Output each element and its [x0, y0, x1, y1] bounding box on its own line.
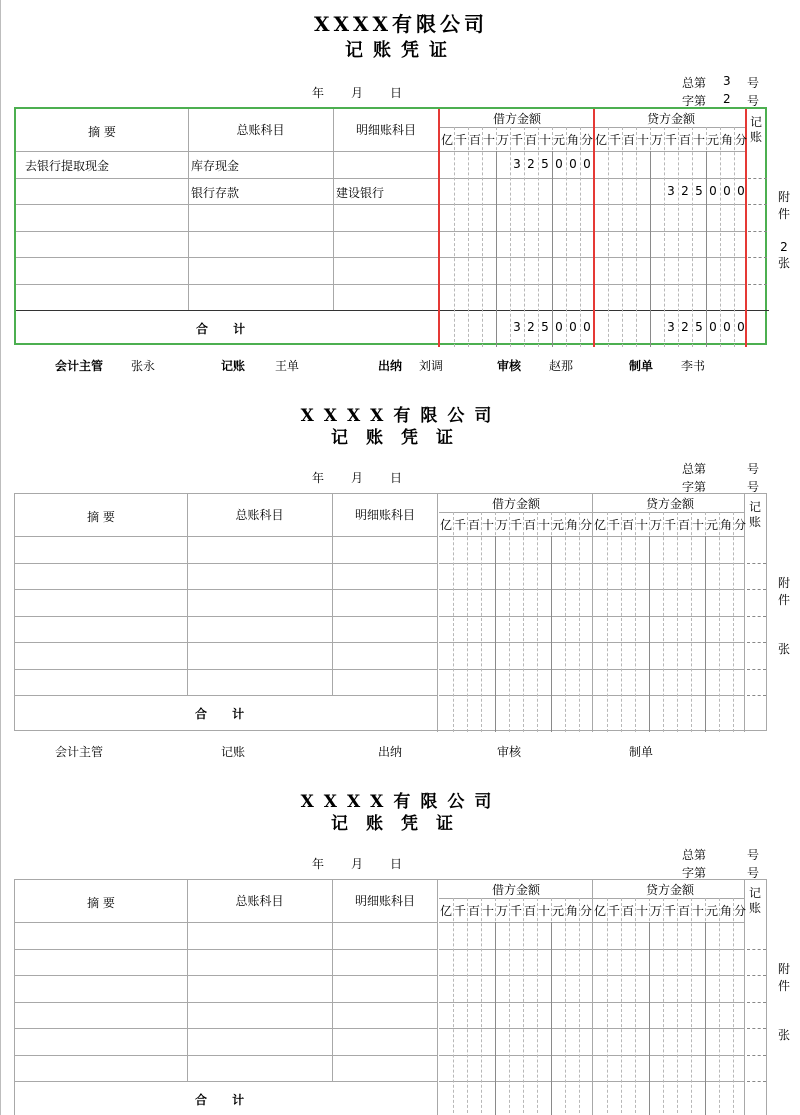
credit-unit-label: 万 — [649, 904, 662, 918]
row-divider — [748, 284, 767, 285]
debit-digit: 5 — [541, 157, 549, 171]
credit-unit-label: 千 — [607, 904, 620, 918]
attachment-unit: 张 — [777, 642, 790, 656]
column-divider — [607, 512, 608, 732]
debit-unit-label: 十 — [481, 904, 494, 918]
credit-unit-label: 百 — [677, 518, 690, 532]
column-divider — [705, 922, 706, 1115]
column-divider — [333, 109, 334, 310]
company-name: XXXX有限公司 — [313, 12, 489, 36]
debit-unit-label: 百 — [467, 904, 480, 918]
column-divider — [523, 512, 524, 732]
column-divider — [635, 512, 636, 732]
date-year-label: 年 — [312, 86, 325, 100]
credit-digit: 0 — [723, 183, 731, 198]
credit-unit-label: 元 — [706, 133, 719, 147]
column-divider — [692, 127, 693, 347]
credit-unit-label: 千 — [607, 518, 620, 532]
column-divider — [719, 898, 720, 1115]
debit-digit: 3 — [513, 157, 521, 171]
debit-unit-label: 元 — [552, 133, 565, 147]
debit-unit-label: 百 — [523, 904, 536, 918]
signature-name: 张永 — [131, 359, 156, 373]
attachment-label: 件 — [777, 979, 790, 993]
debit-unit-label: 分 — [579, 904, 592, 918]
debit-unit-label: 百 — [524, 133, 537, 147]
credit-unit-label: 分 — [733, 904, 746, 918]
debit-unit-label: 百 — [468, 133, 481, 147]
date-day-label: 日 — [390, 471, 403, 485]
debit-unit-label: 千 — [453, 518, 466, 532]
header-detail-account: 明细账科目 — [354, 894, 415, 908]
debit-unit-label: 亿 — [440, 133, 453, 147]
row-divider — [747, 975, 766, 976]
column-divider — [733, 898, 734, 1115]
voucher-title: 记账凭证 — [345, 40, 457, 61]
column-divider — [495, 922, 496, 1115]
row-divider — [747, 669, 766, 670]
column-divider — [509, 898, 510, 1115]
debit-unit-label: 亿 — [439, 518, 452, 532]
credit-digit: 0 — [737, 183, 745, 198]
row-divider — [15, 1055, 438, 1056]
credit-unit-label: 十 — [692, 133, 705, 147]
debit-digit: 2 — [527, 157, 535, 171]
debit-unit-label: 千 — [509, 904, 522, 918]
debit-unit-label: 分 — [580, 133, 593, 147]
signature-label: 制单 — [629, 745, 654, 759]
date-day-label: 日 — [390, 857, 403, 871]
attachment-label: 件 — [777, 593, 790, 607]
credit-unit-label: 亿 — [594, 133, 607, 147]
serial-char-suffix: 号 — [747, 480, 760, 494]
total-debit-digit: 0 — [583, 320, 591, 334]
signature-name: 刘调 — [419, 359, 444, 373]
column-divider — [537, 512, 538, 732]
credit-unit-label: 十 — [635, 904, 648, 918]
debit-unit-label: 角 — [565, 904, 578, 918]
debit-unit-label: 千 — [453, 904, 466, 918]
signature-label: 会计主管 — [55, 359, 104, 373]
debit-digit: 0 — [569, 157, 577, 171]
header-summary: 摘 要 — [87, 896, 115, 910]
row-divider — [15, 616, 438, 617]
credit-unit-label: 百 — [621, 904, 634, 918]
column-divider — [467, 898, 468, 1115]
row-general-account: 银行存款 — [191, 185, 240, 200]
row-divider — [748, 231, 767, 232]
debit-unit-label: 角 — [566, 133, 579, 147]
debit-unit-label: 元 — [551, 904, 564, 918]
header-detail-account: 明细账科目 — [355, 123, 416, 137]
credit-unit-label: 百 — [678, 133, 691, 147]
column-divider — [734, 127, 735, 347]
credit-unit-label: 十 — [636, 133, 649, 147]
debit-unit-label: 元 — [551, 518, 564, 532]
row-divider — [747, 563, 766, 564]
total-label: 合 计 — [195, 707, 245, 721]
row-divider — [15, 563, 438, 564]
voucher-table — [14, 493, 767, 731]
column-divider — [565, 512, 566, 732]
debit-unit-label: 百 — [523, 518, 536, 532]
attachment-label: 附 — [777, 576, 790, 590]
debit-unit-label: 十 — [537, 518, 550, 532]
signature-label: 会计主管 — [55, 745, 104, 759]
total-credit-digit: 5 — [695, 320, 703, 334]
credit-unit-label: 百 — [622, 133, 635, 147]
attachment-unit: 张 — [777, 1028, 790, 1042]
total-credit-digit: 0 — [737, 320, 745, 334]
credit-unit-label: 千 — [664, 133, 677, 147]
header-posted: 记账 — [749, 115, 762, 144]
column-divider — [495, 536, 496, 732]
row-divider — [16, 178, 439, 179]
credit-digit: 3 — [667, 183, 675, 198]
serial-char-suffix: 号 — [747, 866, 760, 880]
column-divider — [551, 536, 552, 732]
column-divider — [636, 127, 637, 347]
row-divider — [15, 1028, 438, 1029]
attachment-label: 附 — [777, 190, 790, 204]
row-divider — [15, 695, 438, 696]
column-divider — [437, 880, 438, 1115]
credit-unit-label: 千 — [663, 518, 676, 532]
debit-unit-label: 十 — [538, 133, 551, 147]
header-debit: 借方金额 — [492, 112, 541, 126]
date-month-label: 月 — [351, 857, 364, 871]
row-divider — [747, 642, 766, 643]
row-divider — [747, 695, 766, 696]
serial-total-number: 3 — [723, 74, 731, 88]
total-credit-digit: 0 — [709, 320, 717, 334]
row-divider — [16, 204, 439, 205]
column-divider — [496, 151, 497, 347]
serial-total-label: 总第 — [682, 848, 707, 862]
voucher-title: 记账凭证 — [331, 814, 471, 834]
row-divider — [16, 284, 439, 285]
column-divider — [552, 151, 553, 347]
row-divider — [16, 310, 769, 311]
column-divider — [663, 898, 664, 1115]
credit-digit: 2 — [681, 183, 689, 198]
debit-unit-label: 十 — [482, 133, 495, 147]
column-divider — [650, 151, 651, 347]
signature-name: 赵那 — [549, 359, 574, 373]
column-divider — [481, 512, 482, 732]
column-divider — [482, 127, 483, 347]
serial-char-suffix: 号 — [747, 94, 760, 108]
row-divider — [16, 231, 439, 232]
column-divider — [453, 898, 454, 1115]
column-divider — [677, 898, 678, 1115]
credit-unit-label: 角 — [719, 904, 732, 918]
row-divider — [15, 589, 438, 590]
date-month-label: 月 — [351, 471, 364, 485]
serial-total-label: 总第 — [682, 462, 707, 476]
column-divider — [565, 898, 566, 1115]
credit-unit-label: 元 — [705, 904, 718, 918]
row-divider — [747, 1028, 766, 1029]
row-divider — [15, 949, 438, 950]
signature-name: 王单 — [275, 359, 300, 373]
debit-unit-label: 万 — [496, 133, 509, 147]
column-divider — [649, 536, 650, 732]
column-divider — [649, 922, 650, 1115]
serial-total-label: 总第 — [682, 76, 707, 90]
voucher — [1, 393, 800, 779]
row-divider — [15, 1081, 438, 1082]
column-divider — [677, 512, 678, 732]
total-credit-digit: 0 — [723, 320, 731, 334]
signature-label: 审核 — [497, 745, 522, 759]
column-divider — [720, 127, 721, 347]
total-credit-digit: 2 — [681, 320, 689, 334]
attachment-unit: 张 — [777, 256, 790, 270]
column-divider — [719, 512, 720, 732]
row-summary: 去银行提取现金 — [25, 159, 110, 173]
company-name: XXXX有限公司 — [300, 406, 502, 426]
row-divider — [15, 642, 438, 643]
row-divider — [15, 1002, 438, 1003]
credit-unit-label: 分 — [734, 133, 747, 147]
header-posted: 记账 — [748, 886, 761, 915]
header-general-account: 总账科目 — [236, 123, 285, 137]
voucher — [1, 779, 800, 1115]
column-divider — [663, 512, 664, 732]
header-debit: 借方金额 — [491, 497, 540, 511]
signature-label: 出纳 — [378, 359, 403, 373]
credit-unit-label: 百 — [621, 518, 634, 532]
credit-digit: 0 — [709, 183, 717, 198]
column-divider — [523, 898, 524, 1115]
debit-unit-label: 十 — [537, 904, 550, 918]
debit-unit-label: 千 — [454, 133, 467, 147]
header-summary: 摘 要 — [88, 125, 116, 139]
column-divider — [706, 151, 707, 347]
column-divider — [579, 898, 580, 1115]
column-divider — [437, 494, 438, 732]
credit-unit-label: 千 — [663, 904, 676, 918]
credit-unit-label: 亿 — [593, 904, 606, 918]
row-divider — [748, 204, 767, 205]
column-divider — [453, 512, 454, 732]
column-divider — [454, 127, 455, 347]
column-divider — [187, 880, 188, 1081]
row-detail-account: 建设银行 — [336, 185, 385, 200]
header-credit: 贷方金额 — [645, 497, 694, 511]
column-divider — [622, 127, 623, 347]
serial-total-suffix: 号 — [747, 76, 760, 90]
debit-unit-label: 分 — [579, 518, 592, 532]
column-divider — [691, 898, 692, 1115]
serial-char-label: 字第 — [682, 480, 707, 494]
row-divider — [747, 1081, 766, 1082]
attachment-count: 2 — [780, 240, 788, 254]
debit-unit-label: 万 — [495, 904, 508, 918]
total-label: 合 计 — [195, 1093, 245, 1107]
voucher-title: 记账凭证 — [331, 428, 471, 448]
column-divider — [188, 109, 189, 310]
serial-total-suffix: 号 — [747, 462, 760, 476]
total-debit-digit: 2 — [527, 320, 535, 334]
column-divider — [481, 898, 482, 1115]
total-label: 合 计 — [196, 322, 246, 336]
row-divider — [748, 257, 767, 258]
voucher-table — [14, 879, 767, 1115]
date-day-label: 日 — [390, 86, 403, 100]
row-general-account: 库存现金 — [191, 159, 240, 173]
debit-unit-label: 亿 — [439, 904, 452, 918]
debit-unit-label: 百 — [467, 518, 480, 532]
total-debit-digit: 3 — [513, 320, 521, 334]
debit-unit-label: 千 — [510, 133, 523, 147]
column-divider — [537, 898, 538, 1115]
column-divider — [664, 127, 665, 347]
row-divider — [747, 1002, 766, 1003]
credit-unit-label: 千 — [608, 133, 621, 147]
debit-unit-label: 千 — [509, 518, 522, 532]
debit-unit-label: 万 — [495, 518, 508, 532]
column-divider — [332, 494, 333, 695]
column-divider — [468, 127, 469, 347]
row-divider — [747, 589, 766, 590]
credit-unit-label: 亿 — [593, 518, 606, 532]
header-debit: 借方金额 — [491, 883, 540, 897]
attachment-label: 件 — [777, 207, 790, 221]
signature-label: 出纳 — [378, 745, 403, 759]
signature-name: 李书 — [681, 359, 706, 373]
date-year-label: 年 — [312, 857, 325, 871]
column-divider — [579, 512, 580, 732]
signature-label: 记账 — [221, 745, 246, 759]
debit-digit: 0 — [555, 157, 563, 171]
serial-char-number: 2 — [723, 92, 731, 106]
debit-unit-label: 十 — [481, 518, 494, 532]
header-posted: 记账 — [748, 500, 761, 529]
credit-unit-label: 万 — [649, 518, 662, 532]
header-credit: 贷方金额 — [646, 112, 695, 126]
serial-char-label: 字第 — [682, 866, 707, 880]
credit-unit-label: 十 — [691, 518, 704, 532]
column-divider — [467, 512, 468, 732]
date-year-label: 年 — [312, 471, 325, 485]
header-summary: 摘 要 — [87, 510, 115, 524]
credit-unit-label: 角 — [719, 518, 732, 532]
column-divider — [621, 898, 622, 1115]
total-credit-digit: 3 — [667, 320, 675, 334]
credit-unit-label: 十 — [635, 518, 648, 532]
row-divider — [15, 922, 438, 923]
row-divider — [16, 151, 439, 152]
header-general-account: 总账科目 — [235, 508, 284, 522]
column-divider — [733, 512, 734, 732]
column-divider — [635, 898, 636, 1115]
row-divider — [15, 669, 438, 670]
row-divider — [15, 975, 438, 976]
column-divider — [678, 127, 679, 347]
company-name: XXXX有限公司 — [300, 792, 502, 812]
serial-char-label: 字第 — [682, 94, 707, 108]
header-detail-account: 明细账科目 — [354, 508, 415, 522]
credit-unit-label: 百 — [677, 904, 690, 918]
column-divider — [187, 494, 188, 695]
header-credit: 贷方金额 — [645, 883, 694, 897]
row-divider — [15, 536, 438, 537]
credit-unit-label: 角 — [720, 133, 733, 147]
credit-unit-label: 分 — [733, 518, 746, 532]
debit-unit-label: 角 — [565, 518, 578, 532]
signature-label: 审核 — [497, 359, 522, 373]
credit-unit-label: 元 — [705, 518, 718, 532]
signature-label: 制单 — [629, 359, 654, 373]
row-divider — [747, 616, 766, 617]
column-divider — [705, 536, 706, 732]
column-divider — [607, 898, 608, 1115]
column-divider — [332, 880, 333, 1081]
debit-digit: 0 — [583, 157, 591, 171]
column-divider — [608, 127, 609, 347]
column-divider — [621, 512, 622, 732]
total-debit-digit: 0 — [569, 320, 577, 334]
row-divider — [748, 178, 767, 179]
row-divider — [747, 1055, 766, 1056]
row-divider — [16, 257, 439, 258]
column-divider — [551, 922, 552, 1115]
date-month-label: 月 — [351, 86, 364, 100]
attachment-label: 附 — [777, 962, 790, 976]
row-divider — [747, 949, 766, 950]
credit-unit-label: 万 — [650, 133, 663, 147]
column-divider — [509, 512, 510, 732]
header-general-account: 总账科目 — [235, 894, 284, 908]
serial-total-suffix: 号 — [747, 848, 760, 862]
total-debit-digit: 0 — [555, 320, 563, 334]
voucher-table — [14, 107, 767, 345]
total-debit-digit: 5 — [541, 320, 549, 334]
voucher — [1, 0, 800, 386]
signature-label: 记账 — [221, 359, 246, 373]
column-divider — [691, 512, 692, 732]
credit-digit: 5 — [695, 183, 703, 198]
credit-unit-label: 十 — [691, 904, 704, 918]
